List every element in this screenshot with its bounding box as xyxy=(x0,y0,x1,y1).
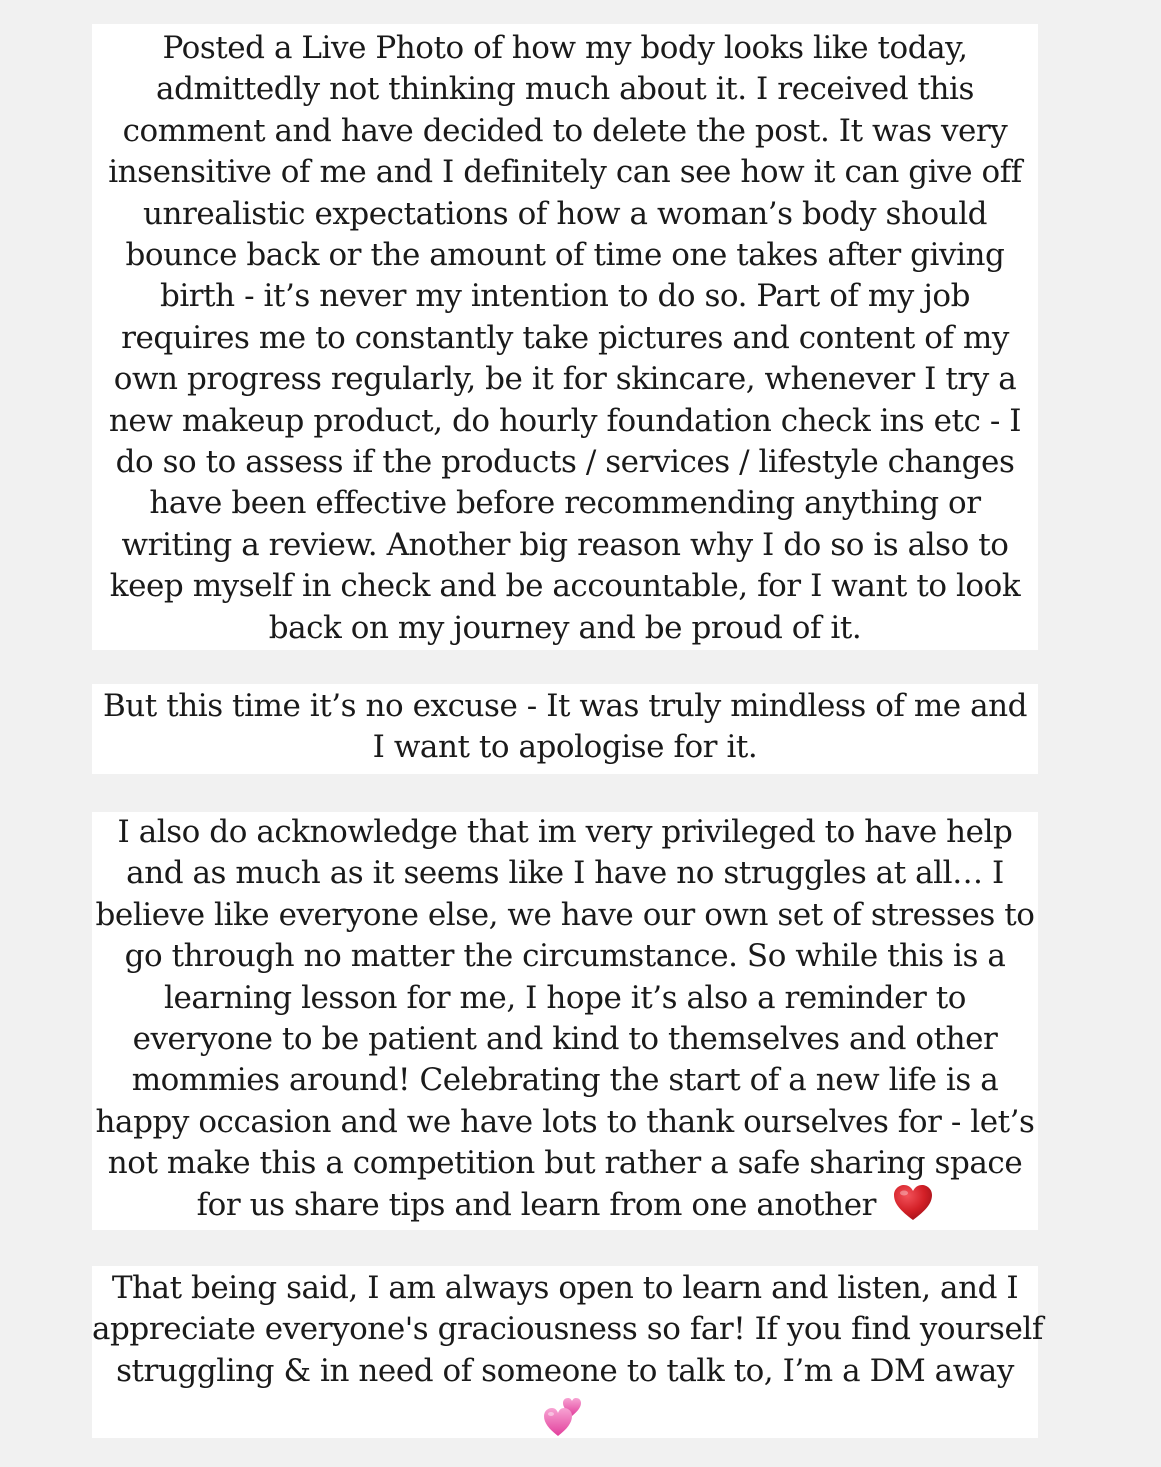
text-line: not make this a competition but rather a safe sharing space xyxy=(107,1145,1023,1182)
text-line: do so to assess if the products / services / lifestyle changes xyxy=(115,444,1015,481)
red-heart-icon xyxy=(893,1184,933,1222)
text-line: appreciate everyone's graciousness so far! If you find yourself xyxy=(92,1311,1043,1348)
text-line: back on my journey and be proud of it. xyxy=(268,609,862,646)
text-block-4 xyxy=(92,1266,1043,1438)
text-line: struggling & in need of someone to talk to, I’m a DM away xyxy=(116,1352,1014,1389)
paragraph-3 xyxy=(92,812,1038,1226)
text-line: everyone to be patient and kind to themselves and other xyxy=(132,1021,998,1058)
paragraph-1 xyxy=(92,28,1038,649)
text-line: mommies around! Celebrating the start of a new life is a xyxy=(131,1062,999,1099)
text-line: admittedly not thinking much about it. I received this xyxy=(156,71,974,108)
text-line: I want to apologise for it. xyxy=(372,729,758,766)
text-line: happy occasion and we have lots to thank ourselves for - let’s xyxy=(95,1103,1035,1140)
text-line: own progress regularly, be it for skincare, whenever I try a xyxy=(113,361,1017,398)
text-line: go through no matter the circumstance. So while this is a xyxy=(124,938,1006,975)
text-line: writing a review. Another big reason why I do so is also to xyxy=(121,526,1009,563)
text-line: learning lesson for me, I hope it’s also a reminder to xyxy=(164,979,966,1016)
text-line: keep myself in check and be accountable, for I want to look xyxy=(109,568,1021,605)
text-line xyxy=(92,1185,1038,1226)
text-line: new makeup product, do hourly foundation check ins etc - I xyxy=(108,402,1022,439)
text-line: I also do acknowledge that im very privileged to have help xyxy=(117,814,1013,850)
text-line: birth - it’s never my intention to do so. Part of my job xyxy=(159,278,971,315)
text-line: Posted a Live Photo of how my body looks like today, xyxy=(162,30,968,66)
paragraph-2 xyxy=(92,686,1038,769)
text-line: insensitive of me and I definitely can see how it can give off xyxy=(108,154,1022,191)
text-block-2 xyxy=(92,684,1038,774)
text-line: unrealistic expectations of how a woman’s body should xyxy=(142,195,988,232)
text-line-content: for us share tips and learn from one another xyxy=(196,1186,876,1223)
text-block-3 xyxy=(92,812,1038,1230)
text-line: have been effective before recommending anything or xyxy=(149,485,981,522)
text-line: That being said, I am always open to learn and listen, and I xyxy=(111,1270,1019,1306)
text-block-1 xyxy=(92,24,1038,650)
text-line: and as much as it seems like I have no struggles at all… I xyxy=(126,855,1004,892)
text-line: believe like everyone else, we have our own set of stresses to xyxy=(95,896,1035,933)
text-line: But this time it’s no excuse - It was truly mindless of me and xyxy=(102,688,1028,724)
paragraph-4 xyxy=(92,1268,1043,1392)
text-line: requires me to constantly take pictures and content of my xyxy=(121,319,1009,356)
two-hearts-icon xyxy=(542,1396,588,1438)
text-line: comment and have decided to delete the post. It was very xyxy=(122,112,1008,149)
text-line: bounce back or the amount of time one takes after giving xyxy=(125,237,1005,274)
